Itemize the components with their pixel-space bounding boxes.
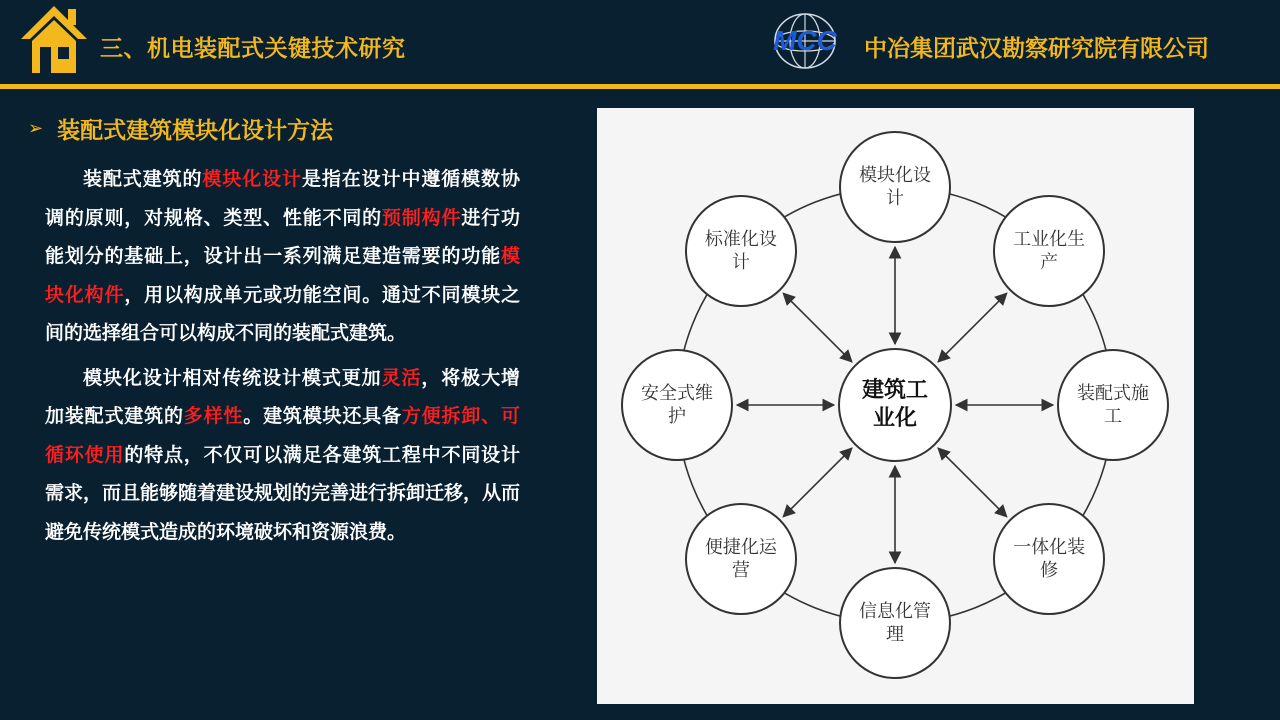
paragraph-2 — [45, 359, 520, 552]
node-label: 标准化设计 — [704, 228, 777, 273]
highlighted-term: 预制构件 — [382, 206, 462, 229]
node-label: 装配式施工 — [1077, 383, 1149, 427]
bidirectional-arrow — [783, 293, 852, 362]
body-text — [45, 160, 520, 557]
bidirectional-arrow — [783, 448, 852, 517]
section-title: 三、机电装配式关键技术研究 — [100, 36, 406, 62]
node-label: 一体化装修 — [1013, 537, 1086, 582]
node-building-industrialization — [838, 348, 952, 462]
node-integrated-decoration — [993, 503, 1105, 615]
header — [0, 0, 1280, 86]
node-industrial-production — [993, 195, 1105, 307]
body-run: 是指在设计中遵循模数协调的原则，对规格、类型、性能不同的 — [45, 168, 520, 229]
node-label: 便捷化运营 — [704, 537, 777, 582]
highlighted-term: 灵活 — [381, 366, 422, 389]
bidirectional-arrow — [938, 448, 1007, 517]
node-label: 工业化生产 — [1013, 228, 1086, 273]
paragraph-1 — [45, 160, 520, 353]
subtitle-text: 装配式建筑模块化设计方法 — [57, 118, 334, 144]
body-run: ，用以构成单元或功能空间。通过不同模块之间的选择组合可以构成不同的装配式建筑。 — [45, 283, 520, 344]
node-standardized-design — [685, 195, 797, 307]
body-run: 。建筑模块还具备 — [243, 405, 402, 427]
header-divider — [0, 84, 1280, 89]
node-assembly-construction — [1057, 349, 1169, 461]
body-run: 装配式建筑的 — [83, 168, 203, 190]
center-node-label: 建筑工业化 — [861, 378, 928, 431]
node-label: 信息化管理 — [859, 601, 931, 645]
bidirectional-arrow — [938, 293, 1007, 362]
body-run: 模块化设计相对传统设计模式更加 — [83, 366, 382, 389]
node-information-management — [839, 567, 951, 679]
node-safe-maintenance — [621, 349, 733, 461]
highlighted-term: 模块化构件 — [45, 245, 520, 306]
node-label: 模块化设计 — [859, 165, 931, 209]
logo-text: MCC — [773, 25, 837, 56]
home-icon[interactable] — [18, 3, 90, 75]
node-convenient-operation — [685, 503, 797, 615]
mcc-logo — [760, 12, 850, 70]
body-run: ，将极大增加装配式建筑的 — [45, 366, 520, 427]
subtitle — [28, 112, 333, 145]
highlighted-term: 多样性 — [183, 405, 244, 427]
highlighted-term: 模块化设计 — [202, 168, 302, 190]
arrow-bullet-icon: ➢ — [28, 118, 44, 139]
node-label: 安全式维护 — [641, 383, 713, 427]
highlighted-term: 方便拆卸、可循环使用 — [45, 405, 520, 466]
body-run: 进行功能划分的基础上，设计出一系列满足建造需要的功能 — [45, 206, 520, 267]
organization-name: 中冶集团武汉勘察研究院有限公司 — [864, 36, 1209, 62]
industrialization-diagram — [597, 108, 1194, 704]
body-run: 的特点，不仅可以满足各建筑工程中不同设计需求，而且能够随着建设规划的完善进行拆卸迁移，从而避免传统模式造成的环境破坏和资源浪费。 — [45, 443, 521, 543]
node-modular-design — [839, 131, 951, 243]
